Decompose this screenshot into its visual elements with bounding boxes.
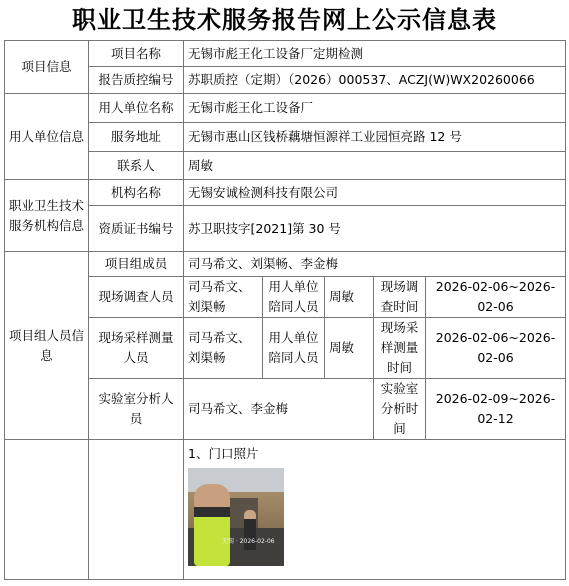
service-address-label: 服务地址 xyxy=(89,123,184,152)
survey-staff-value: 司马希文、刘渠畅 xyxy=(184,277,263,318)
team-members-label: 项目组成员 xyxy=(89,252,184,277)
photo-empty-cell xyxy=(5,440,89,580)
photo-cell xyxy=(184,440,566,580)
section-team-info: 项目组人员信息 xyxy=(5,252,89,440)
sampling-escort-value: 周敏 xyxy=(325,318,374,379)
survey-escort-value: 周敏 xyxy=(325,277,374,318)
project-name-value: 无锡市彪王化工设备厂定期检测 xyxy=(184,41,566,67)
service-address-value: 无锡市惠山区钱桥藕塘恒源祥工业园恒亮路 12 号 xyxy=(184,123,566,152)
sampling-escort-label: 用人单位陪同人员 xyxy=(263,318,325,379)
report-number-value: 苏职质控（定期）（2026）000537、ACZJ(W)WX20260066 xyxy=(184,67,566,94)
contact-value: 周敏 xyxy=(184,152,566,180)
photo-stamp: 无锡 · 2026-02-06 xyxy=(222,538,275,545)
sampling-time-label: 现场采样测量时间 xyxy=(374,318,426,379)
employer-name-value: 无锡市彪王化工设备厂 xyxy=(184,94,566,123)
lab-staff-label: 实验室分析人员 xyxy=(89,379,184,440)
report-number-label: 报告质控编号 xyxy=(89,67,184,94)
photo-person xyxy=(194,484,230,566)
photo-empty-cell-2 xyxy=(89,440,184,580)
lab-staff-value: 司马希文、李金梅 xyxy=(184,379,374,440)
cert-number-label: 资质证书编号 xyxy=(89,206,184,252)
info-table xyxy=(4,40,566,580)
org-name-label: 机构名称 xyxy=(89,180,184,206)
sampling-staff-value: 司马希文、刘渠畅 xyxy=(184,318,263,379)
page-title: 职业卫生技术服务报告网上公示信息表 xyxy=(72,6,497,34)
section-org-info: 职业卫生技术服务机构信息 xyxy=(5,180,89,252)
section-employer-info: 用人单位信息 xyxy=(5,94,89,180)
project-name-label: 项目名称 xyxy=(89,41,184,67)
team-members-value: 司马希文、刘渠畅、李金梅 xyxy=(184,252,566,277)
survey-time-label: 现场调查时间 xyxy=(374,277,426,318)
section-project-info: 项目信息 xyxy=(5,41,89,94)
sampling-staff-label: 现场采样测量人员 xyxy=(89,318,184,379)
entrance-photo xyxy=(188,468,284,566)
survey-staff-label: 现场调查人员 xyxy=(89,277,184,318)
employer-name-label: 用人单位名称 xyxy=(89,94,184,123)
contact-label: 联系人 xyxy=(89,152,184,180)
survey-escort-label: 用人单位陪同人员 xyxy=(263,277,325,318)
sampling-time-value: 2026-02-06~2026-02-06 xyxy=(426,318,566,379)
cert-number-value: 苏卫职技字[2021]第 30 号 xyxy=(184,206,566,252)
lab-time-label: 实验室分析时间 xyxy=(374,379,426,440)
survey-time-value: 2026-02-06~2026-02-06 xyxy=(426,277,566,318)
org-name-value: 无锡安诚检测科技有限公司 xyxy=(184,180,566,206)
photo-caption: 1、门口照片 xyxy=(188,446,259,461)
lab-time-value: 2026-02-09~2026-02-12 xyxy=(426,379,566,440)
